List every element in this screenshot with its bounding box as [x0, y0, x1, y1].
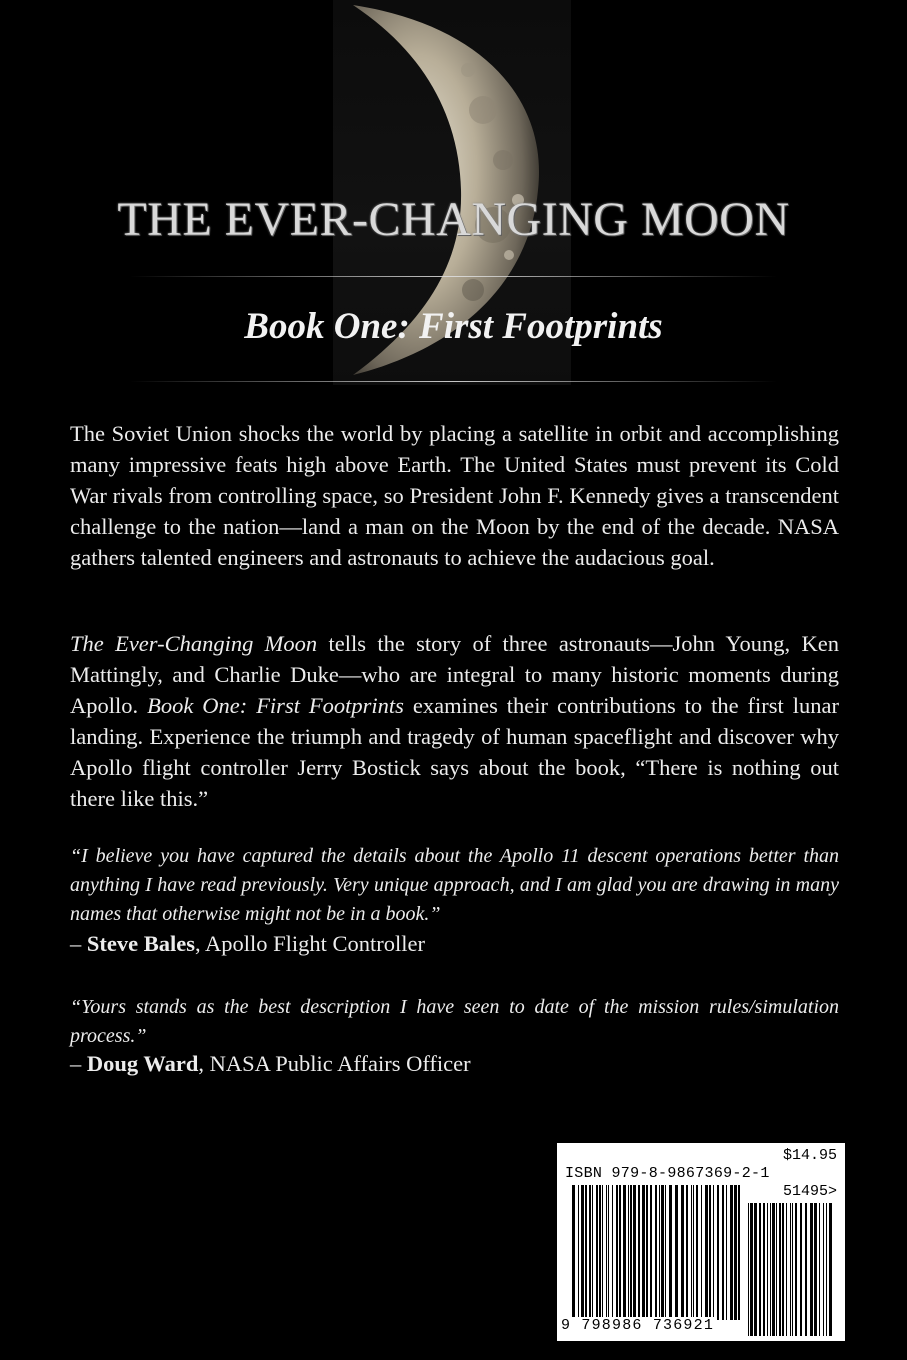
barcode-bar [655, 1185, 657, 1320]
barcode-bar [795, 1203, 797, 1336]
barcode-bar [790, 1203, 791, 1336]
barcode-bar [709, 1185, 711, 1320]
barcode-bar [646, 1185, 648, 1320]
barcode-bar [786, 1203, 787, 1336]
ean-barcode [571, 1185, 741, 1320]
barcode-bar [619, 1185, 621, 1320]
barcode-bar [776, 1203, 777, 1336]
barcode-bar [805, 1203, 807, 1336]
barcode-bar [748, 1203, 749, 1336]
barcode-bar [705, 1185, 708, 1320]
barcode-bar [810, 1203, 813, 1336]
barcode-bar [691, 1185, 692, 1320]
blurb-paragraph-1: The Soviet Union shocks the world by placing a satellite in orbit and accomplishing many impressive feats high above Earth. The United States must prevent its Cold War rivals from controlling space, so President John F. Kennedy gives a transcendent challenge to the nation—land a man on the Moon by the end of the decade. NASA gathers talented engineers and astronauts to achieve the audacious goal. [70, 421, 839, 570]
barcode-bar [602, 1185, 603, 1320]
barcode-bar [675, 1185, 678, 1320]
attribution-dash: – [70, 1051, 87, 1076]
isbn-barcode-box [557, 1143, 845, 1341]
endorsement-quote-1: “I believe you have captured the details about the Apollo 11 descent operations better than anything I have read previously. Very unique approach, and I am glad you are drawing in many names that otherwise might not be in a book.” [70, 845, 839, 925]
barcode-bar [814, 1203, 817, 1336]
barcode-bar [792, 1203, 793, 1336]
barcode-bar [754, 1203, 757, 1336]
barcode-bar [628, 1185, 629, 1320]
ean-digits: 9 798986 736921 [561, 1317, 715, 1334]
price-addon-code: 51495> [782, 1183, 837, 1200]
blurb-paragraph-2-part-b: examines their contributions to the first lunar landing. Experience the triumph and tragedy of human spaceflight and discover why Apollo flight controller Jerry Bostick says about the book, “There is nothing out there like this.” [70, 693, 839, 811]
barcode-bar [608, 1185, 609, 1320]
barcode-bar [585, 1185, 587, 1320]
barcode-bar [642, 1185, 645, 1320]
barcode-bar [819, 1203, 820, 1336]
barcode-bar [734, 1185, 737, 1320]
barcode-bar [696, 1185, 698, 1320]
endorser-name: Doug Ward [86, 1051, 199, 1076]
barcode-bar [829, 1203, 832, 1336]
endorsement-attribution-2 [70, 1051, 471, 1077]
endorsement-attribution-1 [70, 931, 425, 957]
barcode-bar [713, 1185, 714, 1320]
barcode-bar [800, 1203, 802, 1336]
addon-barcode [747, 1203, 835, 1336]
book-subtitle: Book One: First Footprints [244, 306, 663, 347]
barcode-bar [606, 1185, 607, 1320]
blurb-paragraph-2-part-a: tells the story of three astronauts—John Young, Ken Mattingly, and Charlie Duke—who are integral to many historic moments during Apollo. [70, 631, 839, 718]
barcode-bar [599, 1185, 601, 1320]
blurb-paragraph-2 [70, 628, 839, 814]
barcode-bar [759, 1203, 761, 1336]
title-divider-bottom [130, 381, 777, 382]
barcode-bar [686, 1185, 688, 1320]
barcode-bar [661, 1185, 664, 1320]
barcode-bar [623, 1185, 626, 1320]
barcode-bar [693, 1185, 694, 1320]
endorsement-quote-2: “Yours stands as the best description I have seen to date of the mission rules/simulation process.” [70, 996, 839, 1047]
barcode-bar [823, 1203, 824, 1336]
series-title-italic: The Ever-Changing Moon [70, 631, 318, 656]
barcode-bar [730, 1185, 733, 1320]
barcode-bar [681, 1185, 684, 1320]
barcode-bar [763, 1203, 765, 1336]
price-label: $14.95 [782, 1147, 837, 1164]
barcode-bar [770, 1203, 771, 1336]
barcode-bar [750, 1203, 753, 1336]
barcode-bar [722, 1185, 724, 1320]
barcode-bar [572, 1185, 575, 1320]
barcode-bar [589, 1185, 591, 1320]
barcode-bar [826, 1203, 827, 1336]
barcode-bar [592, 1185, 593, 1320]
barcode-bar [782, 1203, 784, 1336]
barcode-bar [578, 1185, 579, 1320]
barcode-bar [726, 1185, 727, 1320]
attribution-dash: – [70, 931, 87, 956]
isbn-label: ISBN 979-8-9867369-2-1 [565, 1165, 770, 1182]
barcode-bar [738, 1185, 740, 1320]
barcode-bar [665, 1185, 666, 1320]
barcode-bar [772, 1203, 775, 1336]
barcode-bar [596, 1185, 598, 1320]
barcode-bar [630, 1185, 632, 1320]
barcode-bar [659, 1185, 660, 1320]
barcode-bar [638, 1185, 640, 1320]
endorser-role: , Apollo Flight Controller [194, 931, 425, 956]
endorser-name: Steve Bales [86, 931, 195, 956]
barcode-bar [701, 1185, 702, 1320]
barcode-bar [581, 1185, 584, 1320]
book-title: THE EVER-CHANGING MOON [117, 193, 790, 246]
book-title-italic: Book One: First Footprints [147, 693, 404, 718]
barcode-bar [767, 1203, 768, 1336]
barcode-bar [612, 1185, 613, 1320]
title-divider-top [130, 276, 777, 277]
barcode-bar [633, 1185, 636, 1320]
barcode-bar [669, 1185, 672, 1320]
barcode-bar [616, 1185, 618, 1320]
endorser-role: , NASA Public Affairs Officer [198, 1051, 471, 1076]
barcode-bar [717, 1185, 719, 1320]
barcode-bar [650, 1185, 652, 1320]
barcode-bar [779, 1203, 781, 1336]
